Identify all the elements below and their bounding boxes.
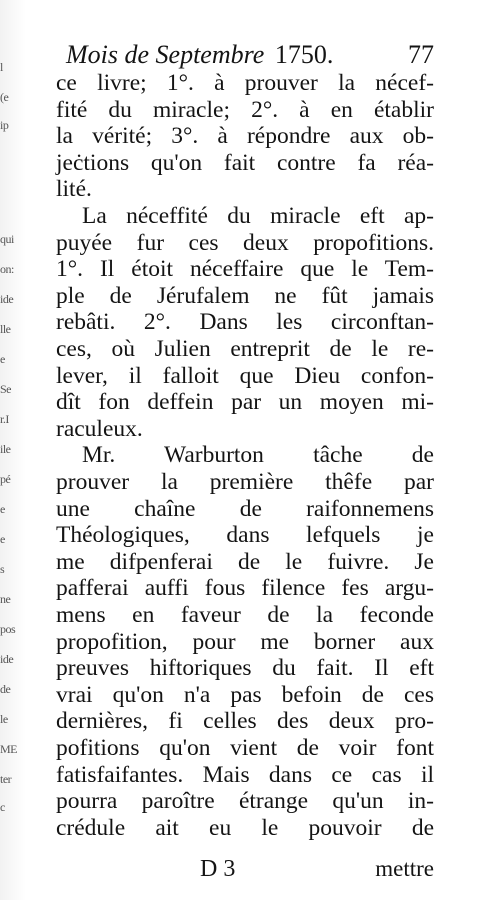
text-line: lité.: [56, 176, 92, 202]
text-line: pafferai auffi fous filence fes argu-: [56, 575, 434, 601]
text-line: raculeux.: [56, 416, 143, 442]
text-line: preuves hiftoriques du fait. Il eft: [56, 655, 434, 681]
gutter-fragment: de: [0, 682, 11, 696]
text-line: pourra paroître étrange qu'un in-: [56, 788, 434, 814]
running-head-title: Mois de Septembre: [66, 40, 265, 69]
gutter-fragment: ide: [0, 292, 14, 306]
gutter-fragment: pos: [0, 622, 16, 636]
text-line: lever, il falloit que Dieu confon-: [56, 363, 434, 389]
text-line: dernières, fi celles des deux pro-: [56, 708, 434, 734]
text-line: prouver la première thêfe par: [56, 469, 434, 495]
text-line: La néceffité du miracle eft ap-: [82, 203, 434, 229]
gutter-fragment: s: [0, 562, 5, 576]
gutter-fragment: pé: [0, 472, 11, 486]
gutter-fragment: c: [0, 800, 5, 814]
gutter-fragment: ip: [0, 118, 9, 132]
gutter-fragment: ter: [0, 772, 12, 786]
gutter-fragment: Se: [0, 382, 11, 396]
page-number: 77: [408, 40, 434, 69]
gutter-fragment: l: [0, 60, 3, 74]
text-line: fatisfaifantes. Mais dans ce cas il: [56, 762, 434, 788]
text-line: crédule ait eu le pouvoir de: [56, 815, 434, 841]
gutter-fragment: r.I: [0, 412, 9, 426]
facing-page-gutter: [0, 0, 26, 900]
running-head-year: 1750.: [274, 40, 334, 69]
gutter-fragment: le: [0, 712, 8, 726]
gutter-fragment: e: [0, 532, 5, 546]
gutter-fragment: qui: [0, 232, 14, 246]
gutter-fragment: e: [0, 502, 5, 516]
gutter-fragment: ide: [0, 652, 14, 666]
text-line: Théologiques, dans lefquels je: [56, 522, 434, 548]
text-line: propofition, pour me borner aux: [56, 629, 434, 655]
text-line: mens en faveur de la feconde: [56, 602, 434, 628]
signature-mark: D 3: [200, 856, 236, 882]
catchword: mettre: [375, 856, 434, 881]
text-line: ple de Jérufalem ne fût jamais: [56, 283, 434, 309]
text-line: une chaîne de raifonnemens: [56, 496, 434, 522]
gutter-fragment: ne: [0, 592, 11, 606]
text-line: pofitions qu'on vient de voir font: [56, 735, 434, 761]
text-line: la vérité; 3°. à répondre aux ob-: [56, 123, 434, 149]
text-line: ce livre; 1°. à prouver la nécef-: [56, 70, 434, 96]
gutter-fragment: on:: [0, 262, 14, 276]
text-line: vrai qu'on n'a pas befoin de ces: [56, 682, 434, 708]
text-line: jeċtions qu'on fait contre fa réa-: [56, 150, 434, 176]
gutter-fragment: e: [0, 352, 5, 366]
gutter-fragment: (e: [0, 90, 9, 104]
text-line: ces, où Julien entreprit de le re-: [56, 336, 434, 362]
gutter-fragment: lle: [0, 322, 11, 336]
text-line: puyée fur ces deux propofitions.: [56, 230, 434, 256]
text-line: dît fon deffein par un moyen mi-: [56, 389, 434, 415]
text-line: fité du miracle; 2°. à en établir: [56, 97, 434, 123]
gutter-fragment: ile: [0, 442, 11, 456]
running-head: [66, 38, 434, 72]
gutter-fragment: ME: [0, 742, 17, 756]
book-page: [26, 0, 497, 900]
text-line: rebâti. 2°. Dans les circonftan-: [56, 309, 434, 335]
text-line: me difpenferai de le fuivre. Je: [56, 549, 434, 575]
text-line: Mr. Warburton tâche de: [82, 442, 434, 468]
text-line: 1°. Il étoit néceffaire que le Tem-: [56, 256, 434, 282]
